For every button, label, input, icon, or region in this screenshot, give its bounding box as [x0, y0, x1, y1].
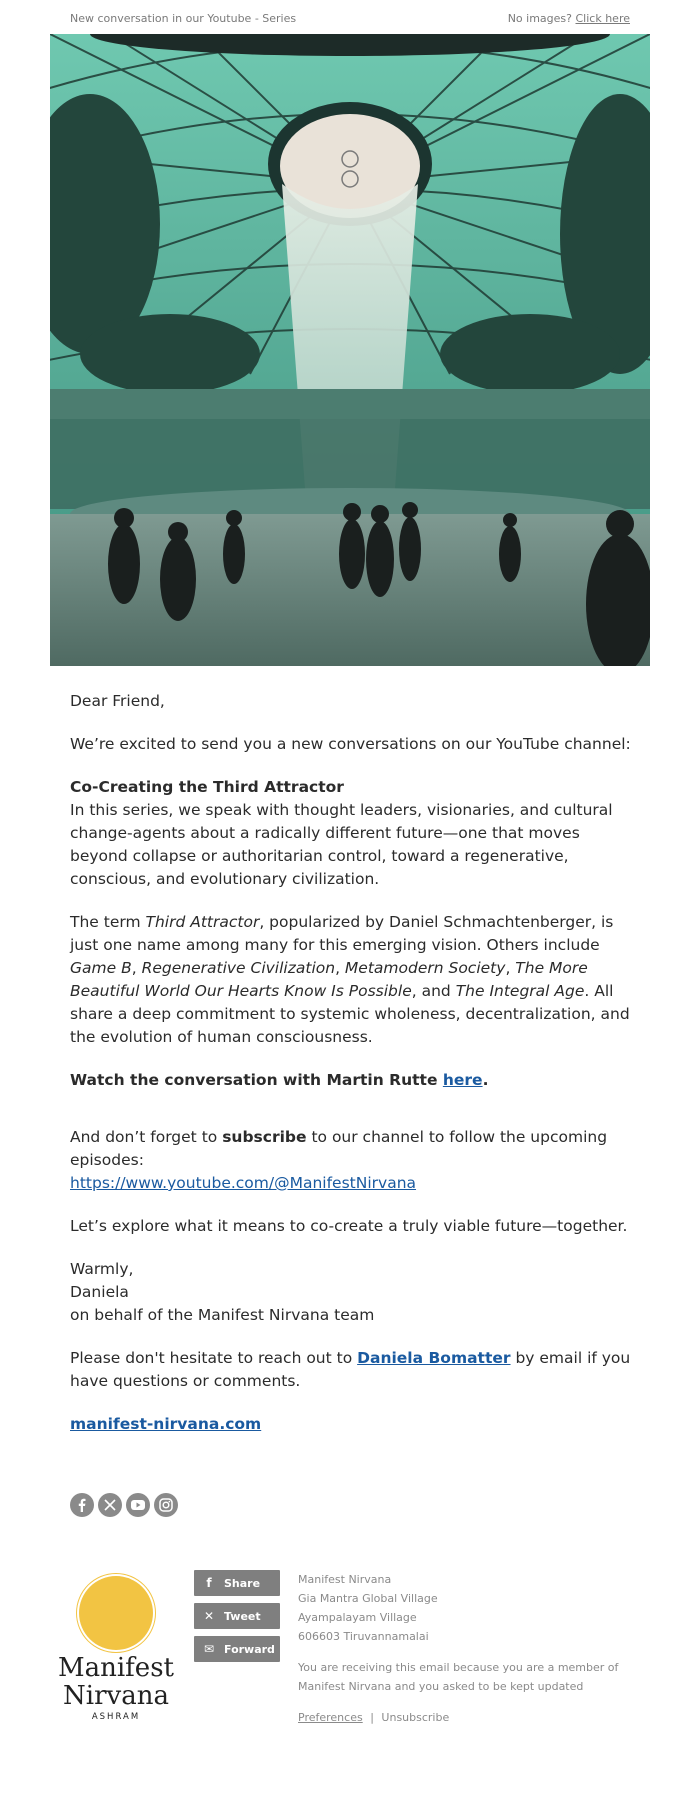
contact-email-link[interactable]: Daniela Bomatter: [357, 1349, 511, 1367]
watch-here-link[interactable]: here: [442, 1071, 483, 1089]
address-line: Gia Mantra Global Village: [298, 1592, 438, 1605]
link-separator: |: [370, 1711, 374, 1724]
share-label: Share: [224, 1576, 261, 1590]
subscription-notice: You are receiving this email because you are a member of Manifest Nirvana and you asked to be kept updated: [298, 1661, 619, 1693]
channel-link[interactable]: https://www.youtube.com/@ManifestNirvana: [70, 1174, 417, 1192]
no-images-text: No images?: [507, 12, 572, 25]
text-span: And don’t forget to: [70, 1128, 223, 1146]
logo-line-2: Nirvana: [63, 1681, 169, 1711]
text-span: to our channel to follow the upcoming episodes:: [70, 1128, 608, 1169]
logo-line-3: ASHRAM: [91, 1712, 141, 1722]
email-body: [70, 690, 640, 1456]
no-images-notice: [508, 12, 630, 25]
series-description: In this series, we speak with thought leaders, visionaries, and cultural change-agents about a radically different future—one that moves beyond collapse or authoritarian control, toward a regenerative, conscious, and evolutionary civilization.: [70, 801, 613, 888]
unsubscribe-link[interactable]: Unsubscribe: [381, 1711, 450, 1724]
manifest-nirvana-logo: [56, 1568, 176, 1722]
italic-term: Regenerative Civilization: [141, 959, 336, 977]
share-buttons: [194, 1570, 280, 1669]
greeting: Dear Friend,: [70, 692, 165, 710]
series-title: Co-Creating the Third Attractor: [70, 778, 344, 796]
text-span: ,: [505, 959, 516, 977]
facebook-icon[interactable]: [70, 1493, 94, 1517]
contact-paragraph: [70, 1347, 640, 1393]
signoff-team: on behalf of the Manifest Nirvana team: [70, 1306, 375, 1324]
series-paragraph: [70, 776, 640, 891]
italic-term: The Integral Age: [455, 982, 585, 1000]
intro-paragraph: We’re excited to send you a new conversations on our YouTube channel:: [70, 735, 631, 753]
subscribe-emphasis: subscribe: [222, 1128, 307, 1146]
text-span: . All share a deep commitment to systemic wholeness, decentralization, and the evolution of human consciousness.: [70, 982, 630, 1046]
social-icons: [70, 1493, 178, 1517]
address-line: Ayampalayam Village: [298, 1611, 417, 1624]
text-span: , and: [411, 982, 456, 1000]
x-icon: ✕: [203, 1609, 215, 1623]
signoff-name: Daniela: [70, 1283, 129, 1301]
text-span: ,: [131, 959, 142, 977]
signoff: [70, 1258, 640, 1327]
envelope-icon: ✉: [203, 1642, 215, 1656]
explore-paragraph: Let’s explore what it means to co-create a truly viable future—together.: [70, 1217, 628, 1235]
sun-icon: [79, 1576, 153, 1650]
text-span: by email if you have questions or comments.: [70, 1349, 631, 1390]
italic-term: Metamodern Society: [344, 959, 506, 977]
tweet-label: Tweet: [224, 1609, 261, 1623]
watch-text: Watch the conversation with Martin Rutte: [70, 1071, 443, 1089]
forward-label: Forward: [224, 1642, 275, 1656]
italic-term: Game B: [70, 959, 132, 977]
footer-address: [298, 1570, 658, 1727]
forward-button[interactable]: [194, 1636, 280, 1662]
tweet-button[interactable]: [194, 1603, 280, 1629]
footer: [56, 1568, 656, 1768]
facebook-icon: f: [206, 1576, 212, 1590]
watch-end: .: [482, 1071, 489, 1089]
click-here-link[interactable]: Click here: [575, 12, 630, 25]
text-span: The term: [70, 913, 146, 931]
third-attractor-paragraph: [70, 911, 640, 1049]
hero-image: [50, 34, 650, 666]
website-link[interactable]: manifest-nirvana.com: [70, 1415, 262, 1433]
watch-paragraph: [70, 1069, 640, 1092]
footer-links: [298, 1708, 658, 1727]
youtube-icon[interactable]: [126, 1493, 150, 1517]
address-line: 606603 Tiruvannamalai: [298, 1630, 429, 1643]
subscribe-paragraph: [70, 1126, 640, 1195]
text-span: Please don't hesitate to reach out to: [70, 1349, 358, 1367]
signoff-line: Warmly,: [70, 1260, 134, 1278]
site-paragraph: [70, 1413, 640, 1436]
address-line: Manifest Nirvana: [298, 1573, 392, 1586]
logo-line-1: Manifest: [58, 1653, 174, 1683]
text-span: ,: [335, 959, 345, 977]
italic-term: Third Attractor: [145, 913, 260, 931]
hero-illustration: [50, 34, 650, 666]
text-span: , popularized by Daniel Schmachtenberger, is just one name among many for this emerging vision. Others include: [70, 913, 614, 954]
preheader-text: New conversation in our Youtube - Series: [70, 12, 297, 25]
preferences-link[interactable]: Preferences: [298, 1711, 363, 1724]
x-icon[interactable]: [98, 1493, 122, 1517]
preheader: [70, 12, 630, 25]
instagram-icon[interactable]: [154, 1493, 178, 1517]
italic-term: The More Beautiful World Our Hearts Know Is Possible: [70, 959, 588, 1000]
share-button[interactable]: [194, 1570, 280, 1596]
